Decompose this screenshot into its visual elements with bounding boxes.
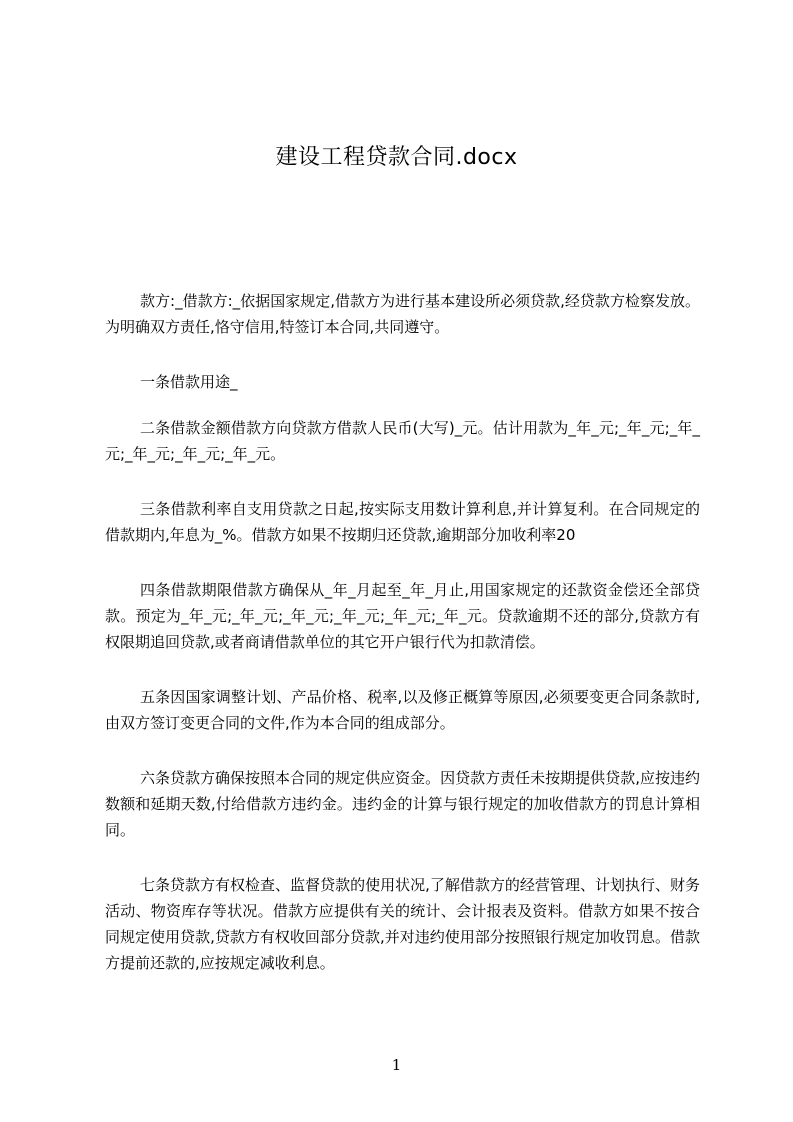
paragraph-article-6: 六条贷款方确保按照本合同的规定供应资金。因贷款方责任未按期提供贷款,应按违约数额和延期天数,付给借款方违约金。违约金的计算与银行规定的加收借款方的罚息计算相同。 <box>105 769 700 839</box>
paragraph-intro: 款方:_借款方:_依据国家规定,借款方为进行基本建设所必须贷款,经贷款方检察发放。为明确双方责任,恪守信用,特签订本合同,共同遵守。 <box>105 292 700 336</box>
page-number: 1 <box>391 1056 402 1074</box>
paragraph-article-2: 二条借款金额借款方向贷款方借款人民币(大写)_元。估计用款为_年_元;_年_元;_年_元;_年_元;_年_元;_年_元。 <box>105 419 700 463</box>
document-title: 建设工程贷款合同.docx <box>275 145 518 170</box>
paragraph-article-3: 三条借款利率自支用贷款之日起,按实际支用数计算利息,并计算复利。在合同规定的借款期内,年息为_%。借款方如果不按期归还贷款,逾期部分加收利率20 <box>105 500 700 544</box>
paragraph-article-4: 四条借款期限借款方确保从_年_月起至_年_月止,用国家规定的还款资金偿还全部贷款。预定为_年_元;_年_元;_年_元;_年_元;_年_元;_年_元。贷款逾期不还的部分,贷款方有权限期追回贷款,或者商请借款单位的其它开户银行代为扣款清偿。 <box>105 581 700 651</box>
paragraph-article-5: 五条因国家调整计划、产品价格、税率,以及修正概算等原因,必须要变更合同条款时,由双方签订变更合同的文件,作为本合同的组成部分。 <box>105 688 700 732</box>
paragraph-article-7: 七条贷款方有权检查、监督贷款的使用状况,了解借款方的经营管理、计划执行、财务活动、物资库存等状况。借款方应提供有关的统计、会计报表及资料。借款方如果不按合同规定使用贷款,贷款方有权收回部分贷款,并对违约使用部分按照银行规定加收罚息。借款方提前还款的,应按规定减收利息。 <box>105 876 700 972</box>
paragraph-article-1: 一条借款用途_ <box>140 373 238 391</box>
document-body <box>105 288 700 1005</box>
